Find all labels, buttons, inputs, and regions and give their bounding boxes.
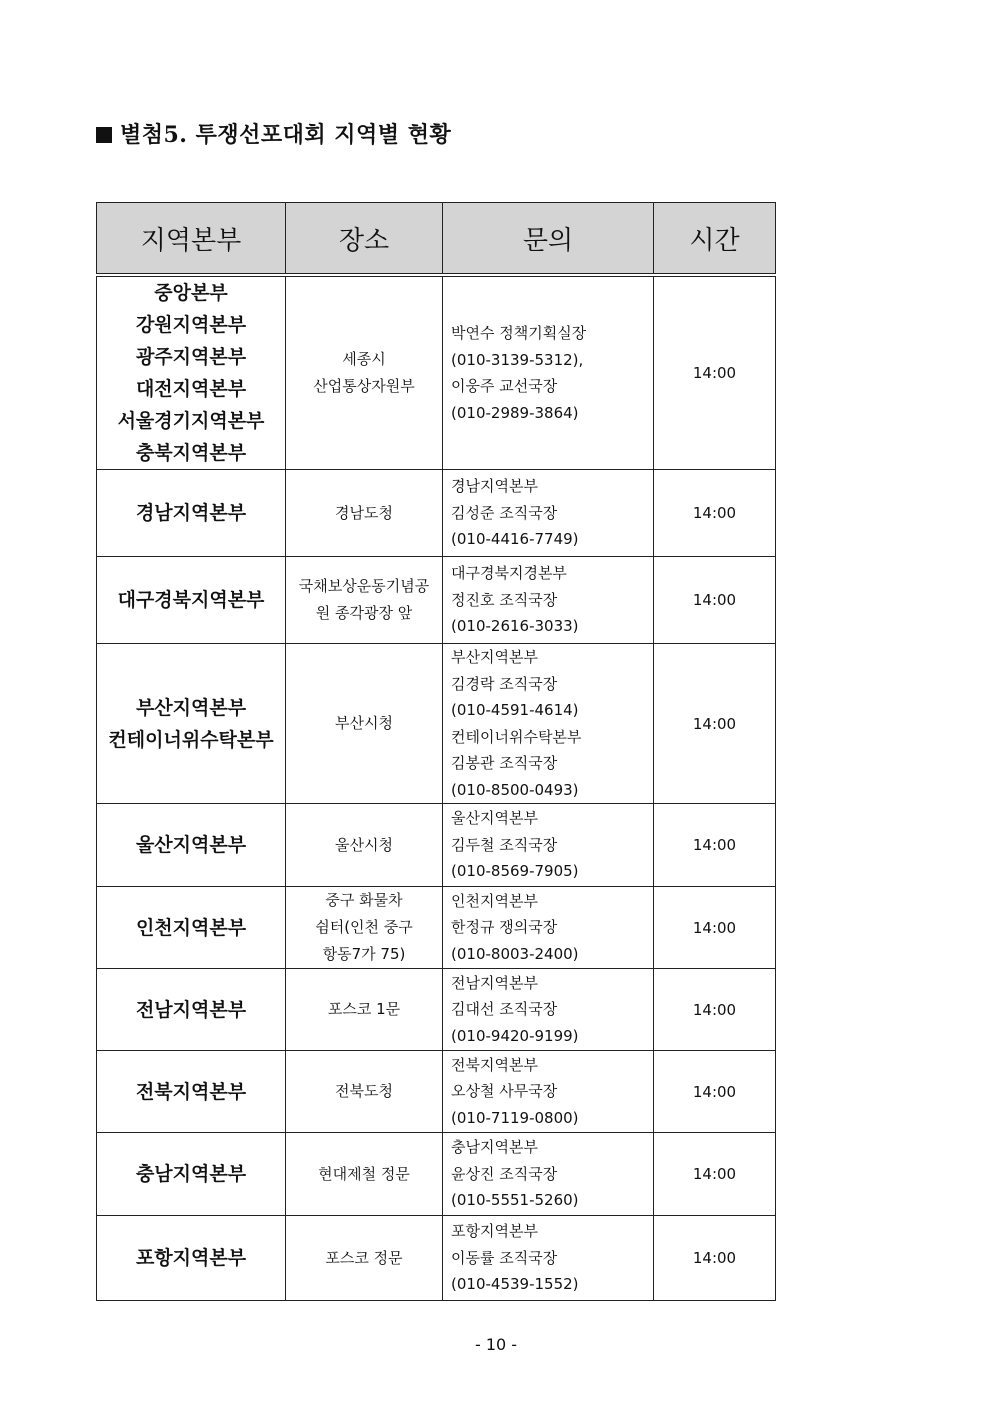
contact-cell-line: 이웅주 교선국장 xyxy=(451,377,558,395)
region-cell-line: 부산지역본부 xyxy=(135,696,247,719)
place-cell xyxy=(286,804,443,887)
place-cell xyxy=(286,1216,443,1301)
contact-cell-line: (010-4539-1552) xyxy=(451,1275,579,1294)
region-cell-line: 인천지역본부 xyxy=(135,916,247,939)
region-cell-line: 울산지역본부 xyxy=(135,834,247,856)
place-cell-line: 포스코 정문 xyxy=(325,1248,403,1267)
region-cell-line: 대전지역본부 xyxy=(135,378,247,400)
region-cell xyxy=(97,1133,286,1216)
contact-cell-line: (010-3139-5312), xyxy=(451,350,584,369)
place-cell xyxy=(286,1051,443,1133)
contact-cell xyxy=(443,887,654,969)
time-cell: 14:00 xyxy=(654,470,776,557)
table-row xyxy=(97,969,776,1051)
header-contact: 문의 xyxy=(443,203,654,276)
contact-cell-line: (010-7119-0800) xyxy=(451,1108,579,1127)
contact-cell-line: 김대선 조직국장 xyxy=(451,1000,558,1019)
contact-cell-line: 박연수 정책기획실장 xyxy=(451,324,587,342)
place-cell xyxy=(286,1133,443,1216)
table-row xyxy=(97,1133,776,1216)
contact-cell-line: 오상철 사무국장 xyxy=(451,1082,558,1101)
table-row xyxy=(97,644,776,804)
contact-cell-line: 정진호 조직국장 xyxy=(451,590,558,609)
region-cell-line: 서울경기지역본부 xyxy=(117,410,265,432)
table-row xyxy=(97,1216,776,1301)
region-cell xyxy=(97,1051,286,1133)
table-row xyxy=(97,1051,776,1133)
contact-cell-line: 김두철 조직국장 xyxy=(451,835,558,854)
table-row xyxy=(97,275,776,470)
contact-cell-line: (010-4416-7749) xyxy=(451,530,579,549)
time-cell: 14:00 xyxy=(654,969,776,1051)
contact-cell-line: 경남지역본부 xyxy=(451,477,538,496)
contact-cell-line: (010-2989-3864) xyxy=(451,403,579,422)
region-cell-line: 포항지역본부 xyxy=(135,1247,247,1269)
page-number: - 10 - xyxy=(474,1335,518,1354)
region-cell xyxy=(97,887,286,969)
contact-cell xyxy=(443,969,654,1051)
place-cell xyxy=(286,969,443,1051)
contact-cell-line: (010-2616-3033) xyxy=(451,617,579,636)
contact-cell-line: 컨테이너위수탁본부 xyxy=(451,727,582,746)
contact-cell xyxy=(443,557,654,644)
place-cell xyxy=(286,644,443,804)
contact-cell xyxy=(443,1216,654,1301)
contact-cell-line: 김경락 조직국장 xyxy=(451,674,558,693)
time-cell: 14:00 xyxy=(654,1133,776,1216)
region-cell xyxy=(97,804,286,887)
place-cell-line: 국채보상운동기념공 xyxy=(298,577,430,595)
regional-status-table xyxy=(96,202,776,1301)
contact-cell-line: 전남지역본부 xyxy=(451,973,538,992)
contact-cell-line: (010-9420-9199) xyxy=(451,1026,579,1045)
place-cell-line: 울산시청 xyxy=(335,835,393,854)
contact-cell xyxy=(443,804,654,887)
contact-cell-line: (010-8003-2400) xyxy=(451,944,579,963)
header-region: 지역본부 xyxy=(97,203,286,276)
region-cell-line: 전남지역본부 xyxy=(135,998,247,1021)
page-title-text: 별첨5. 투쟁선포대회 지역별 현황 xyxy=(120,122,452,148)
time-cell: 14:00 xyxy=(654,557,776,644)
table-body xyxy=(97,275,776,1301)
time-cell: 14:00 xyxy=(654,1051,776,1133)
place-cell-line: 현대제철 정문 xyxy=(318,1164,410,1183)
time-cell: 14:00 xyxy=(654,644,776,804)
region-cell-line: 전북지역본부 xyxy=(135,1080,247,1103)
time-cell: 14:00 xyxy=(654,887,776,969)
place-cell-line: 부산시청 xyxy=(335,714,393,732)
contact-cell xyxy=(443,470,654,557)
place-cell-line: 세종시 xyxy=(342,350,386,368)
contact-cell-line: 윤상진 조직국장 xyxy=(451,1164,558,1183)
black-square-bullet-icon xyxy=(96,127,112,143)
place-cell-line: 항동7가 75) xyxy=(322,945,406,963)
contact-cell-line: 김봉관 조직국장 xyxy=(451,754,558,772)
region-cell xyxy=(97,470,286,557)
place-cell-line: 중구 화물차 xyxy=(325,891,403,909)
contact-cell-line: (010-5551-5260) xyxy=(451,1191,579,1210)
contact-cell-line: 이동률 조직국장 xyxy=(451,1248,558,1267)
table-row xyxy=(97,470,776,557)
contact-cell-line: 대구경북지경본부 xyxy=(451,564,567,583)
region-cell-line: 경남지역본부 xyxy=(135,502,247,524)
region-cell xyxy=(97,969,286,1051)
region-cell-line: 광주지역본부 xyxy=(135,346,247,368)
place-cell-line: 원 종각광장 앞 xyxy=(315,604,413,622)
contact-cell xyxy=(443,275,654,470)
region-cell-line: 컨테이너위수탁본부 xyxy=(108,728,274,751)
place-cell-line: 산업통상자원부 xyxy=(313,377,415,395)
header-time: 시간 xyxy=(654,203,776,276)
region-cell-line: 충남지역본부 xyxy=(135,1163,247,1185)
contact-cell-line: 울산지역본부 xyxy=(451,809,538,828)
page-title xyxy=(96,118,451,149)
contact-cell-line: 한정규 쟁의국장 xyxy=(451,918,558,937)
contact-cell-line: 김성준 조직국장 xyxy=(451,503,558,522)
table-header-row xyxy=(97,203,776,276)
contact-cell-line: (010-4591-4614) xyxy=(451,701,579,719)
contact-cell xyxy=(443,1133,654,1216)
contact-cell-line: 전북지역본부 xyxy=(451,1055,538,1074)
place-cell xyxy=(286,887,443,969)
time-cell: 14:00 xyxy=(654,1216,776,1301)
region-cell-line: 중앙본부 xyxy=(154,282,228,304)
contact-cell-line: 포항지역본부 xyxy=(451,1222,538,1241)
table-row xyxy=(97,887,776,969)
contact-cell-line: (010-8569-7905) xyxy=(451,862,579,881)
contact-cell-line: 인천지역본부 xyxy=(451,891,538,910)
region-cell-line: 대구경북지역본부 xyxy=(117,589,265,611)
time-cell: 14:00 xyxy=(654,804,776,887)
place-cell xyxy=(286,470,443,557)
time-cell: 14:00 xyxy=(654,275,776,470)
contact-cell-line: 부산지역본부 xyxy=(451,648,538,666)
region-cell xyxy=(97,557,286,644)
region-cell-line: 강원지역본부 xyxy=(135,314,247,336)
region-cell xyxy=(97,1216,286,1301)
place-cell-line: 포스코 1문 xyxy=(327,1000,401,1018)
region-cell xyxy=(97,275,286,470)
header-place: 장소 xyxy=(286,203,443,276)
contact-cell-line: 충남지역본부 xyxy=(451,1138,538,1157)
place-cell-line: 쉼터(인천 중구 xyxy=(315,918,413,936)
contact-cell xyxy=(443,1051,654,1133)
region-cell xyxy=(97,644,286,804)
table-row xyxy=(97,557,776,644)
place-cell-line: 전북도청 xyxy=(335,1082,393,1100)
place-cell xyxy=(286,557,443,644)
table-row xyxy=(97,804,776,887)
contact-cell-line: (010-8500-0493) xyxy=(451,780,579,799)
place-cell-line: 경남도청 xyxy=(335,503,393,522)
region-cell-line: 충북지역본부 xyxy=(135,442,247,464)
place-cell xyxy=(286,275,443,470)
contact-cell xyxy=(443,644,654,804)
